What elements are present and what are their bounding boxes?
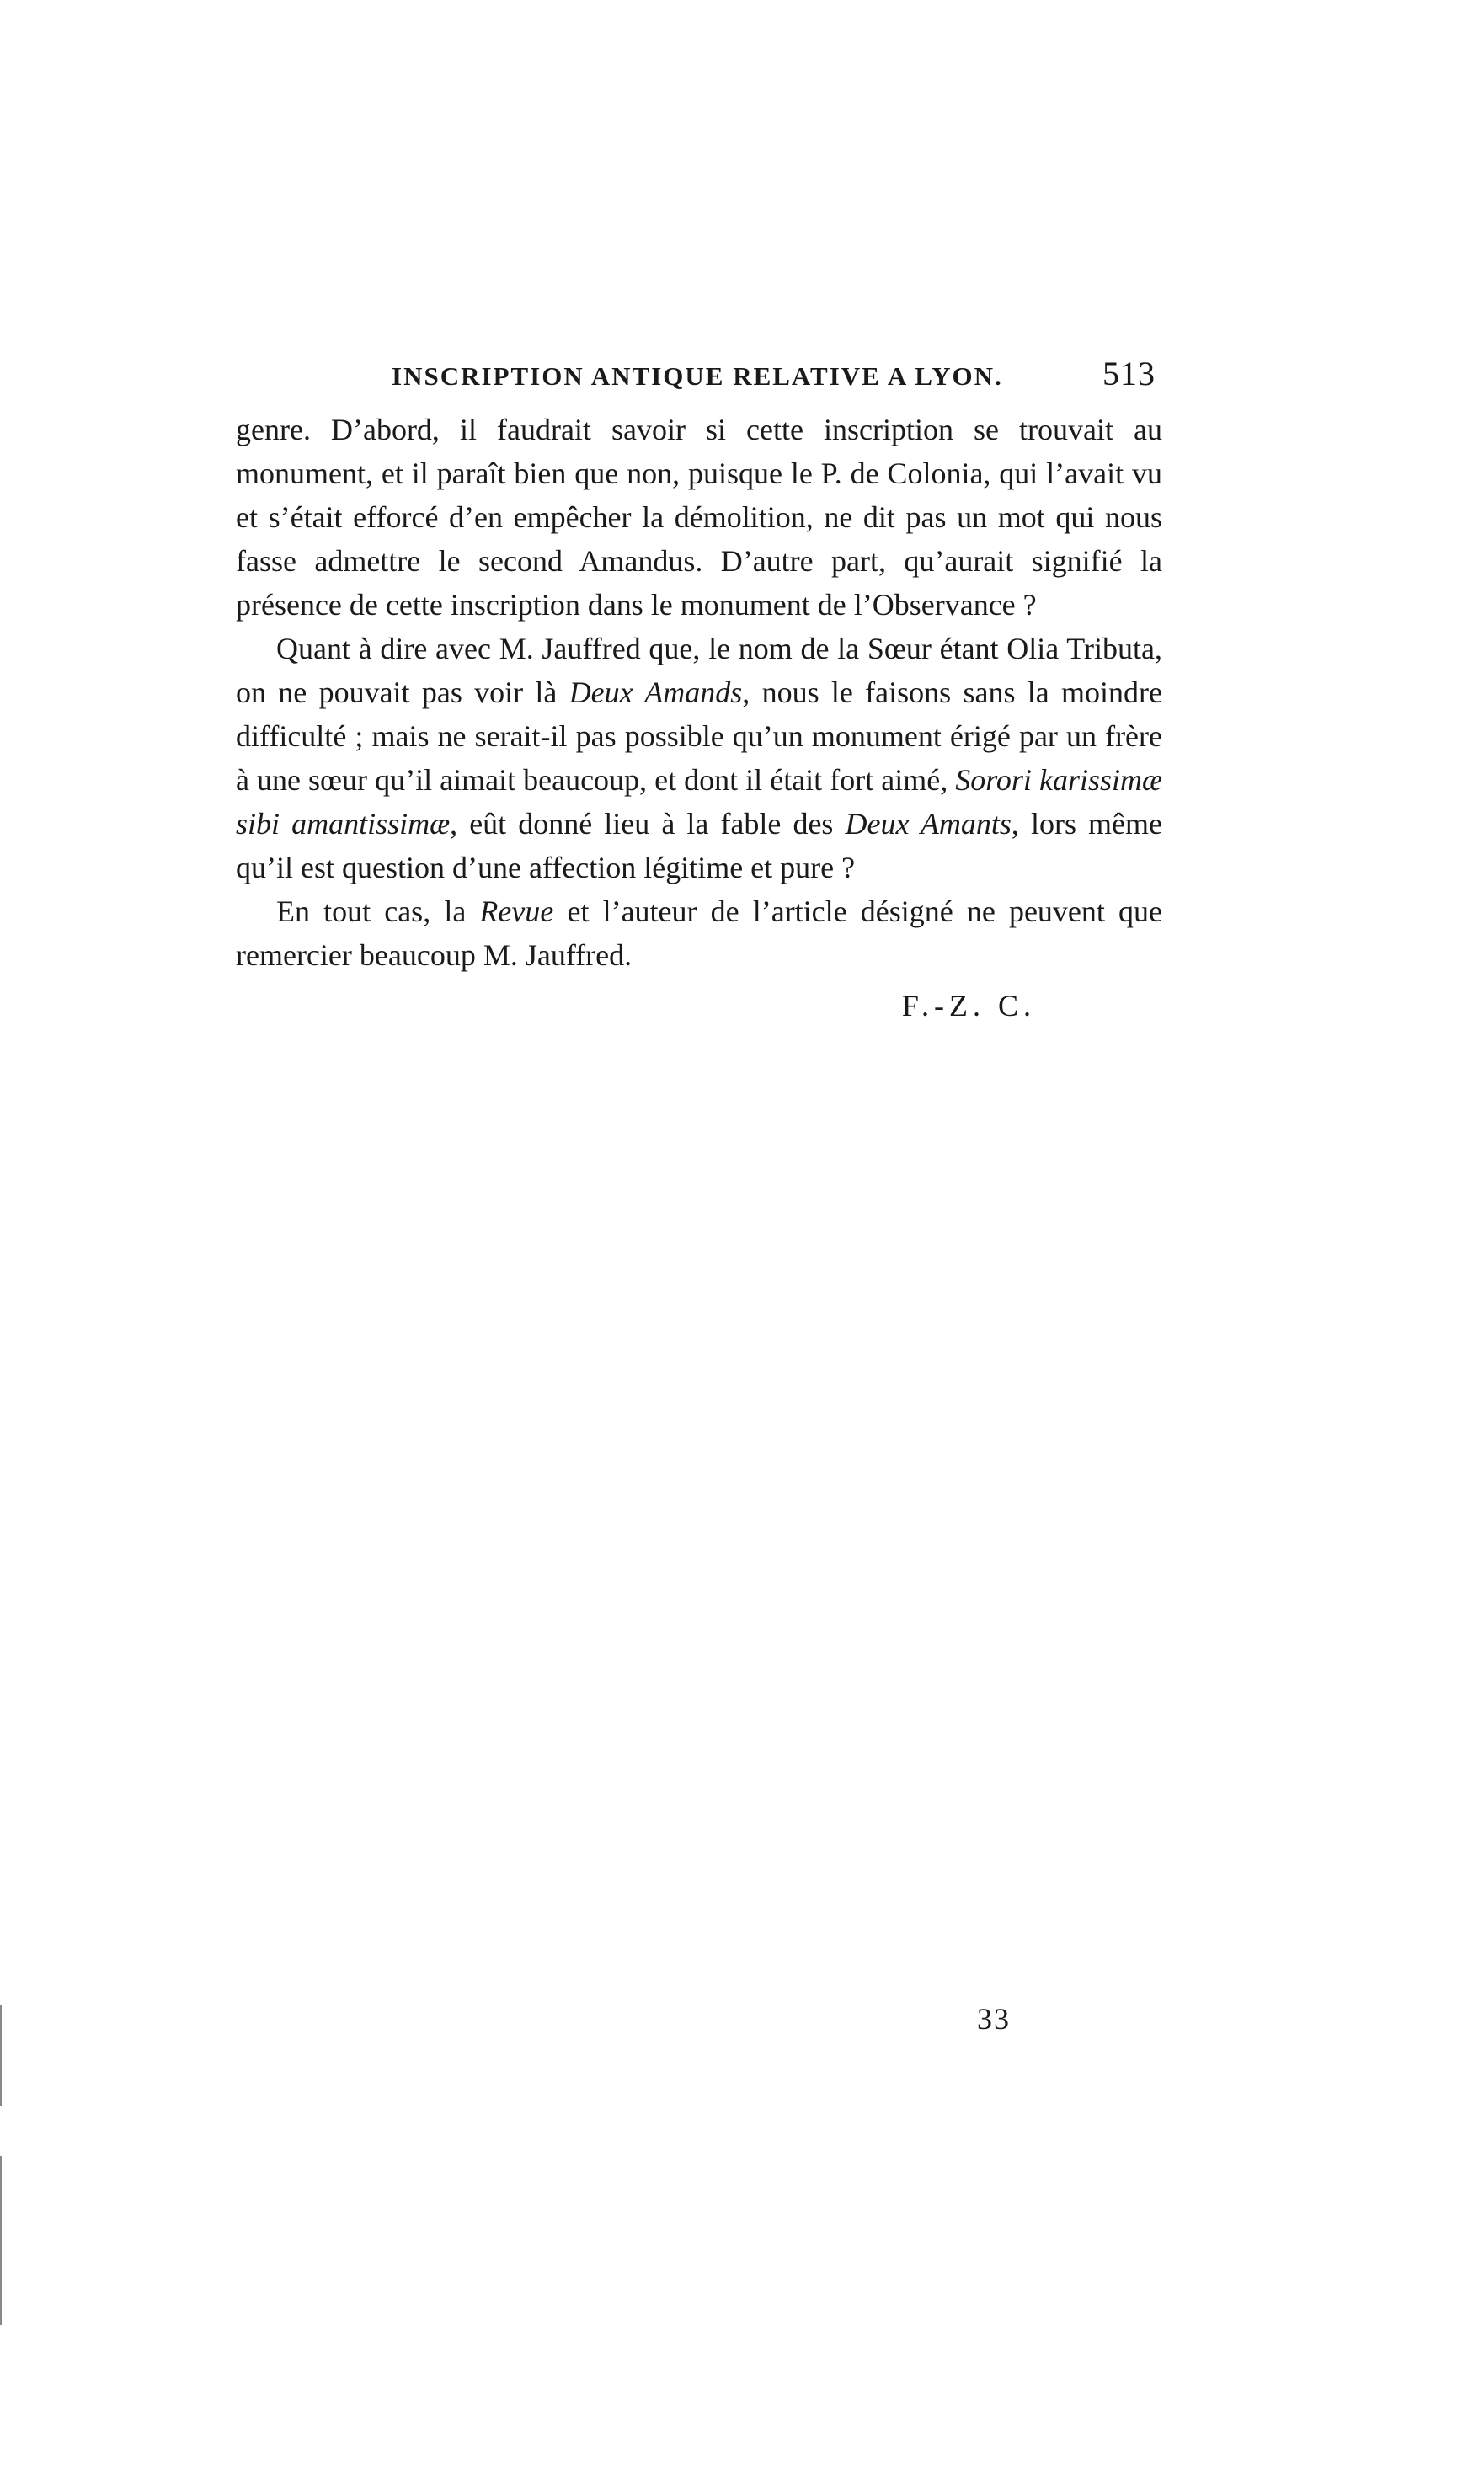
paragraph-2-italic-deux-amants: Deux Amants (845, 807, 1012, 841)
running-head (236, 354, 1162, 404)
signature-mark: 33 (977, 2002, 1011, 2036)
paragraph-3-text-b: et l’auteur de l’article désigné ne peuvent que remercier beaucoup M. Jauffred. (236, 894, 1162, 972)
paragraph-2-text-b: , nous le faisons sans la moindre difficulté ; mais ne serait-il pas possible qu’un monument érigé par un frère à une sœur qu’il aimait beaucoup, et dont il était fort aimé, (236, 675, 1162, 797)
paragraph-2-text-d: , lors même qu’il est question d’une affection légitime et pure ? (236, 807, 1162, 884)
paragraph-2-text-a: Quant à dire avec M. Jauffred que, le nom de la Sœur étant Olia Tributa, on ne pouvait pas voir là (236, 632, 1162, 709)
paragraph-2-italic-deux-amands: Deux Amands (569, 675, 743, 709)
paragraph-3-text-a: En tout cas, la (276, 894, 480, 928)
paragraph-2-italic-sorori: Sorori karissimæ sibi amantissimæ (236, 763, 1162, 841)
page-content (236, 354, 1162, 1028)
running-title: INSCRIPTION ANTIQUE RELATIVE A LYON. (392, 361, 1003, 391)
paragraph-1 (236, 408, 1162, 627)
paragraph-1-text: genre. D’abord, il faudrait savoir si cette inscription se trouvait au monument, et il paraît bien que non, puisque le P. de Colonia, qui l’avait vu et s’était efforcé d’en empêcher la démolition, ne dit pas un mot qui nous fasse admettre le second Amandus. D’autre part, qu’aurait signifié la présence de cette inscription dans le monument de l’Observance ? (236, 413, 1162, 622)
margin-scan-line-1 (0, 2005, 2, 2106)
paragraph-2 (236, 627, 1162, 889)
author-signature: F.-Z. C. (901, 989, 1036, 1022)
paragraph-3 (236, 889, 1162, 977)
page-number: 513 (1102, 355, 1156, 392)
paragraph-3-italic-revue: Revue (479, 894, 554, 928)
paragraph-2-text-c: , eût donné lieu à la fable des (450, 807, 846, 841)
margin-scan-line-2 (0, 2156, 2, 2325)
